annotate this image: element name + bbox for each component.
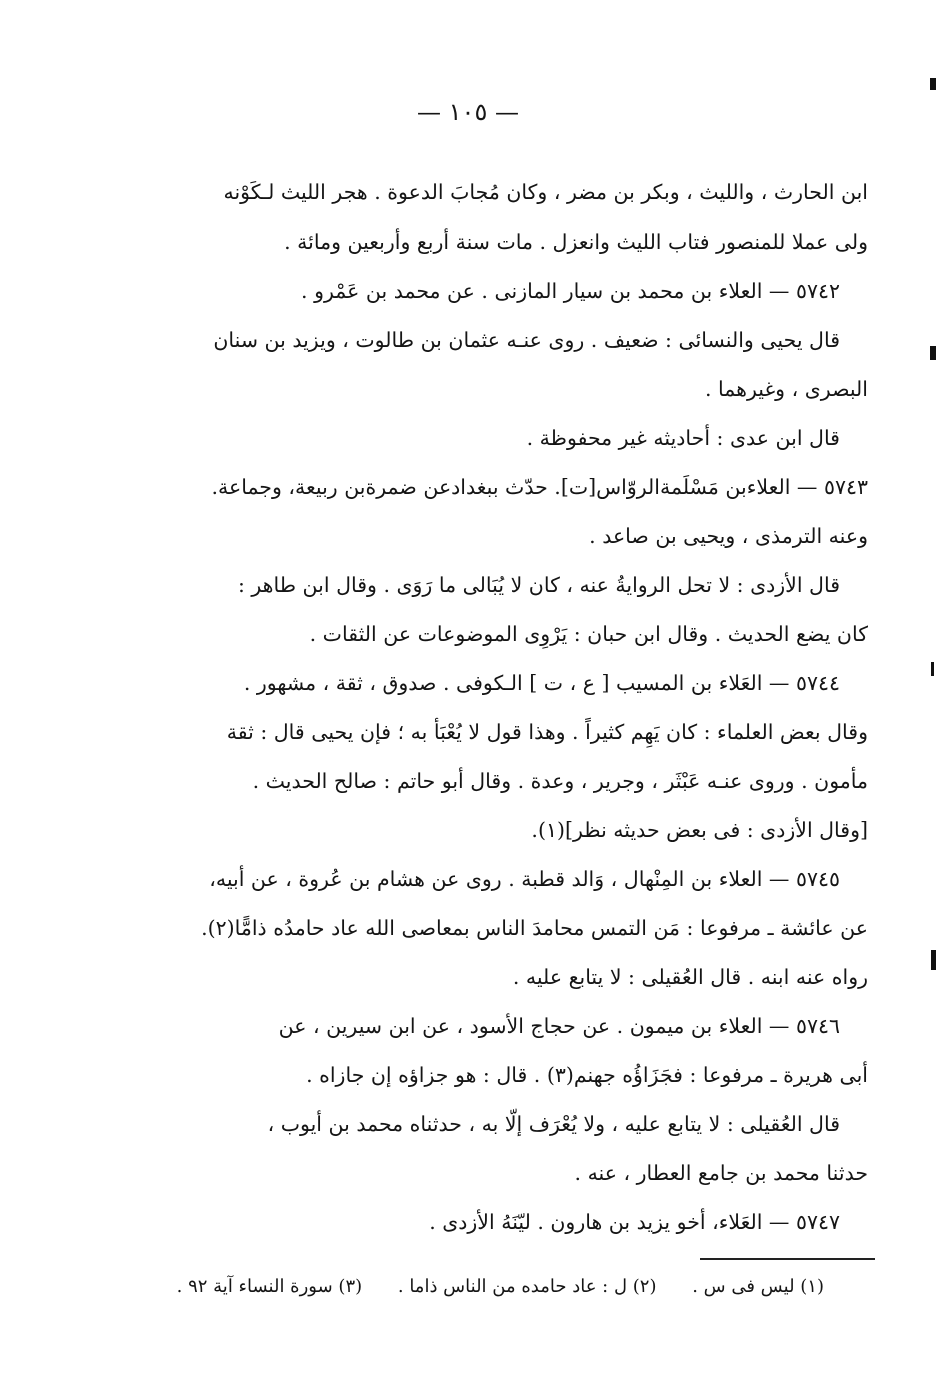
scan-mark <box>931 662 934 676</box>
scan-mark <box>930 78 936 90</box>
entry-heading-5746: ٥٧٤٦ — العلاء بن ميمون . عن حجاج الأسود ، عن ابن سيرين ، عن <box>278 1014 840 1038</box>
text-line: قال الأزدى : لا تحل الروايةُ عنه ، كان لا يُبَالى ما رَوَى . وقال ابن طاهر : <box>237 573 840 597</box>
entry-heading-5745: ٥٧٤٥ — العلاء بن المِنْهال ، وَالد قطبة . روى عن هشام بن عُروة ، عن أبيه، <box>209 867 840 891</box>
footnote-3: (٣) سورة النساء آية ٩٢ . <box>176 1276 363 1297</box>
text-line: أبى هريرة ـ مرفوعا : فجَزَاؤُه جهنم(٣) . قال : هو جزاؤه إن جازاه . <box>306 1063 868 1087</box>
text-line: عن عائشة ـ مرفوعا : مَن التمس محامدَ الناس بمعاصى الله عاد حامدُه ذامًّا(٢). <box>201 916 868 940</box>
entry-heading-5742: ٥٧٤٢ — العلاء بن محمد بن سيار المازنى . عن محمد بن عَمْرو . <box>301 279 840 303</box>
page-number: — ١٠٥ — <box>417 98 519 126</box>
text-line: [وقال الأزدى : فى بعض حديثه نظر](١). <box>531 818 868 842</box>
text-line: قال العُقيلى : لا يتابع عليه ، ولا يُعْرَف إلّا به ، حدثناه محمد بن أيوب ، <box>267 1112 840 1136</box>
footnote-2: (٢) ل : عاد حامده من الناس ذاما . <box>397 1276 657 1297</box>
text-line: مأمون . وروى عنـه عَبْثَر ، وجرير ، وعدة . وقال أبو حاتم : صالح الحديث . <box>252 769 868 793</box>
footnotes <box>176 1270 824 1304</box>
text-line: البصرى ، وغيرهما . <box>705 377 868 401</box>
text-line: ولى عملا للمنصور فتاب الليث وانعزل . مات سنة أربع وأربعين ومائة . <box>284 230 868 254</box>
scan-mark <box>930 346 936 360</box>
text-line: قال يحيى والنسائى : ضعيف . روى عنـه عثمان بن طالوت ، ويزيد بن سنان <box>213 328 840 352</box>
text-line: قال ابن عدى : أحاديثه غير محفوظة . <box>526 426 840 450</box>
main-text <box>180 168 868 1247</box>
text-line: رواه عنه ابنه . قال العُقيلى : لا يتابع عليه . <box>512 965 868 989</box>
text-line: وقال بعض العلماء : كان يَهِم كثيراً . وهذا قول لا يُعْبَأ به ؛ فإن يحيى قال : ثقة <box>226 720 868 744</box>
text-line: وعنه الترمذى ، ويحيى بن صاعد . <box>589 524 868 548</box>
entry-heading-5744: ٥٧٤٤ — العَلاء بن المسيب [ ع ، ت ] الـكوفى . صدوق ، ثقة ، مشهور . <box>243 671 840 695</box>
scan-mark <box>931 950 936 970</box>
text-line: ابن الحارث ، والليث ، وبكر بن مضر ، وكان مُجابَ الدعوة . هجر الليث لـكَوْنه <box>223 180 868 204</box>
entry-heading-5747: ٥٧٤٧ — العَلاء، أخو يزيد بن هارون . ليّنَهُ الأزدى . <box>429 1210 840 1234</box>
footnote-1: (١) ليس فى س . <box>692 1276 824 1297</box>
text-line: كان يضع الحديث . وقال ابن حبان : يَرْوِى الموضوعات عن الثقات . <box>309 622 868 646</box>
footnote-divider <box>700 1258 875 1260</box>
text-line: حدثنا محمد بن جامع العطار ، عنه . <box>574 1161 868 1185</box>
entry-heading-5743: ٥٧٤٣ — العلاءبن مَسْلَمةالروّاس[ت]. حدّث ببغدادعن ضمرةبن ربيعة، وجماعة. <box>211 475 868 499</box>
